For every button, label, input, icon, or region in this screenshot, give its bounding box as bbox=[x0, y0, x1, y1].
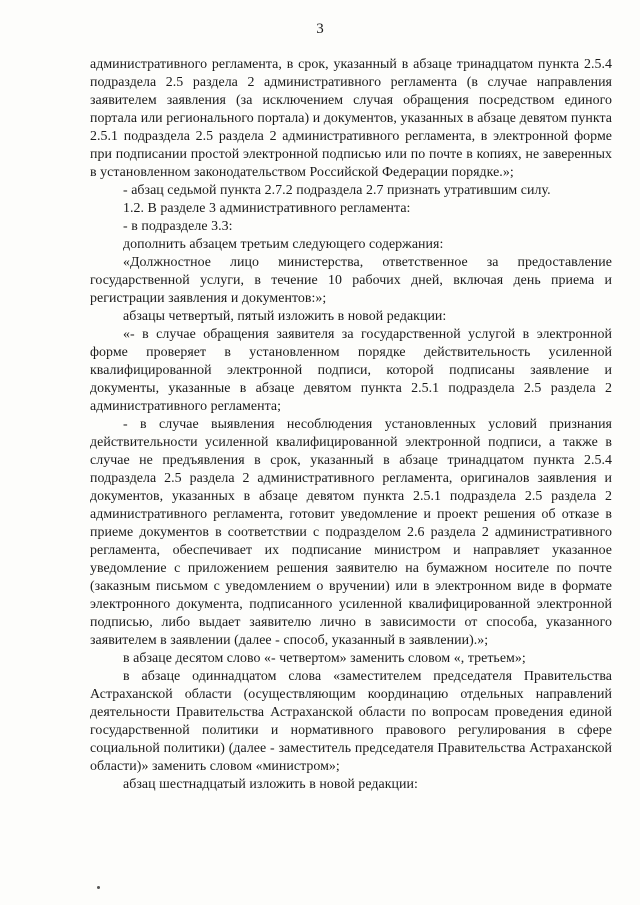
scan-speck bbox=[97, 886, 100, 889]
page-number: 3 bbox=[316, 21, 324, 37]
paragraph-refusal-notice: - в случае выявления несоблюдения установленных условий признания действительности усиленной квалифицированной электронной подписи, а также в случае не предъявления в срок, указанный в абзаце тринадцатом пункта 2.5.4 подраздела 2.5 раздела 2 административного регламента, оригиналов заявления и документов, указанных в абзаце девятом пункта 2.5.1 подраздела 2.5 раздела 2 административного регламента, готовит уведомление и проект решения об отказе в приеме документов в соответствии с подразделом 2.6 раздела 2 административного регламента, обеспечивает их подписание министром и направляет указанное уведомление с приложением решения заявителю на бумажном носителе по почте (заказным письмом с уведомлением о вручении) или в электронном виде в формате электронного документа, подписанного усиленной квалифицированной электронной подписью, либо выдает заявителю лично в зависимости от способа, указанного заявителем в заявлении (далее - способ, указанный в заявлении).»; bbox=[90, 417, 612, 648]
paragraph-add-third: дополнить абзацем третьим следующего содержания: bbox=[123, 237, 444, 252]
paragraph-tenth-replace: в абзаце десятом слово «- четвертом» заменить словом «, третьем»; bbox=[123, 651, 526, 666]
paragraph-subsection-3-3: - в подразделе 3.3: bbox=[123, 219, 233, 234]
paragraph-sixteenth-new: абзац шестнадцатый изложить в новой редакции: bbox=[123, 777, 418, 792]
paragraph-new-edition-4-5: абзацы четвертый, пятый изложить в новой редакции: bbox=[123, 309, 447, 324]
paragraph-signature-check: «- в случае обращения заявителя за государственной услугой в электронной форме проверяет в установленном порядке действительность усиленной квалифицированной электронной подписи, которой подписаны заявление и документы, указанные в абзаце девятом пункта 2.5.1 подраздела 2.5 раздела 2 административного регламента; bbox=[90, 327, 612, 414]
paragraph-invalidate-2-7-2: - абзац седьмой пункта 2.7.2 подраздела 2.7 признать утратившим силу. bbox=[123, 183, 551, 198]
paragraph-eleventh-replace: в абзаце одиннадцатом слова «заместителем председателя Правительства Астраханской области (осуществляющим координацию отдельных направлений деятельности Правительства Астраханской области по вопросам проведения единой государственной политики и нормативного правового регулирования в сфере социальной политики) (далее - заместитель председателя Правительства Астраханской области)» заменить словом «министром»; bbox=[90, 669, 612, 774]
document-body bbox=[90, 56, 612, 794]
paragraph-official-duty: «Должностное лицо министерства, ответственное за предоставление государственной услуги, в течение 10 рабочих дней, включая день приема и регистрации заявления и документов:»; bbox=[90, 255, 612, 306]
paragraph-regulation-deadline: административного регламента, в срок, указанный в абзаце тринадцатом пункта 2.5.4 подраздела 2.5 раздела 2 административного регламента (в случае направления заявителем заявления (за исключением случая обращения посредством единого портала или регионального портала) и документов, указанных в абзаце девятом пункта 2.5.1 подраздела 2.5 раздела 2 административного регламента, в электронной форме при подписании простой электронной подписью или по почте в копиях, не заверенных в установленном законодательством Российской Федерации порядке.»; bbox=[90, 57, 612, 180]
paragraph-section-3-heading: 1.2. В разделе 3 административного регламента: bbox=[123, 201, 411, 216]
